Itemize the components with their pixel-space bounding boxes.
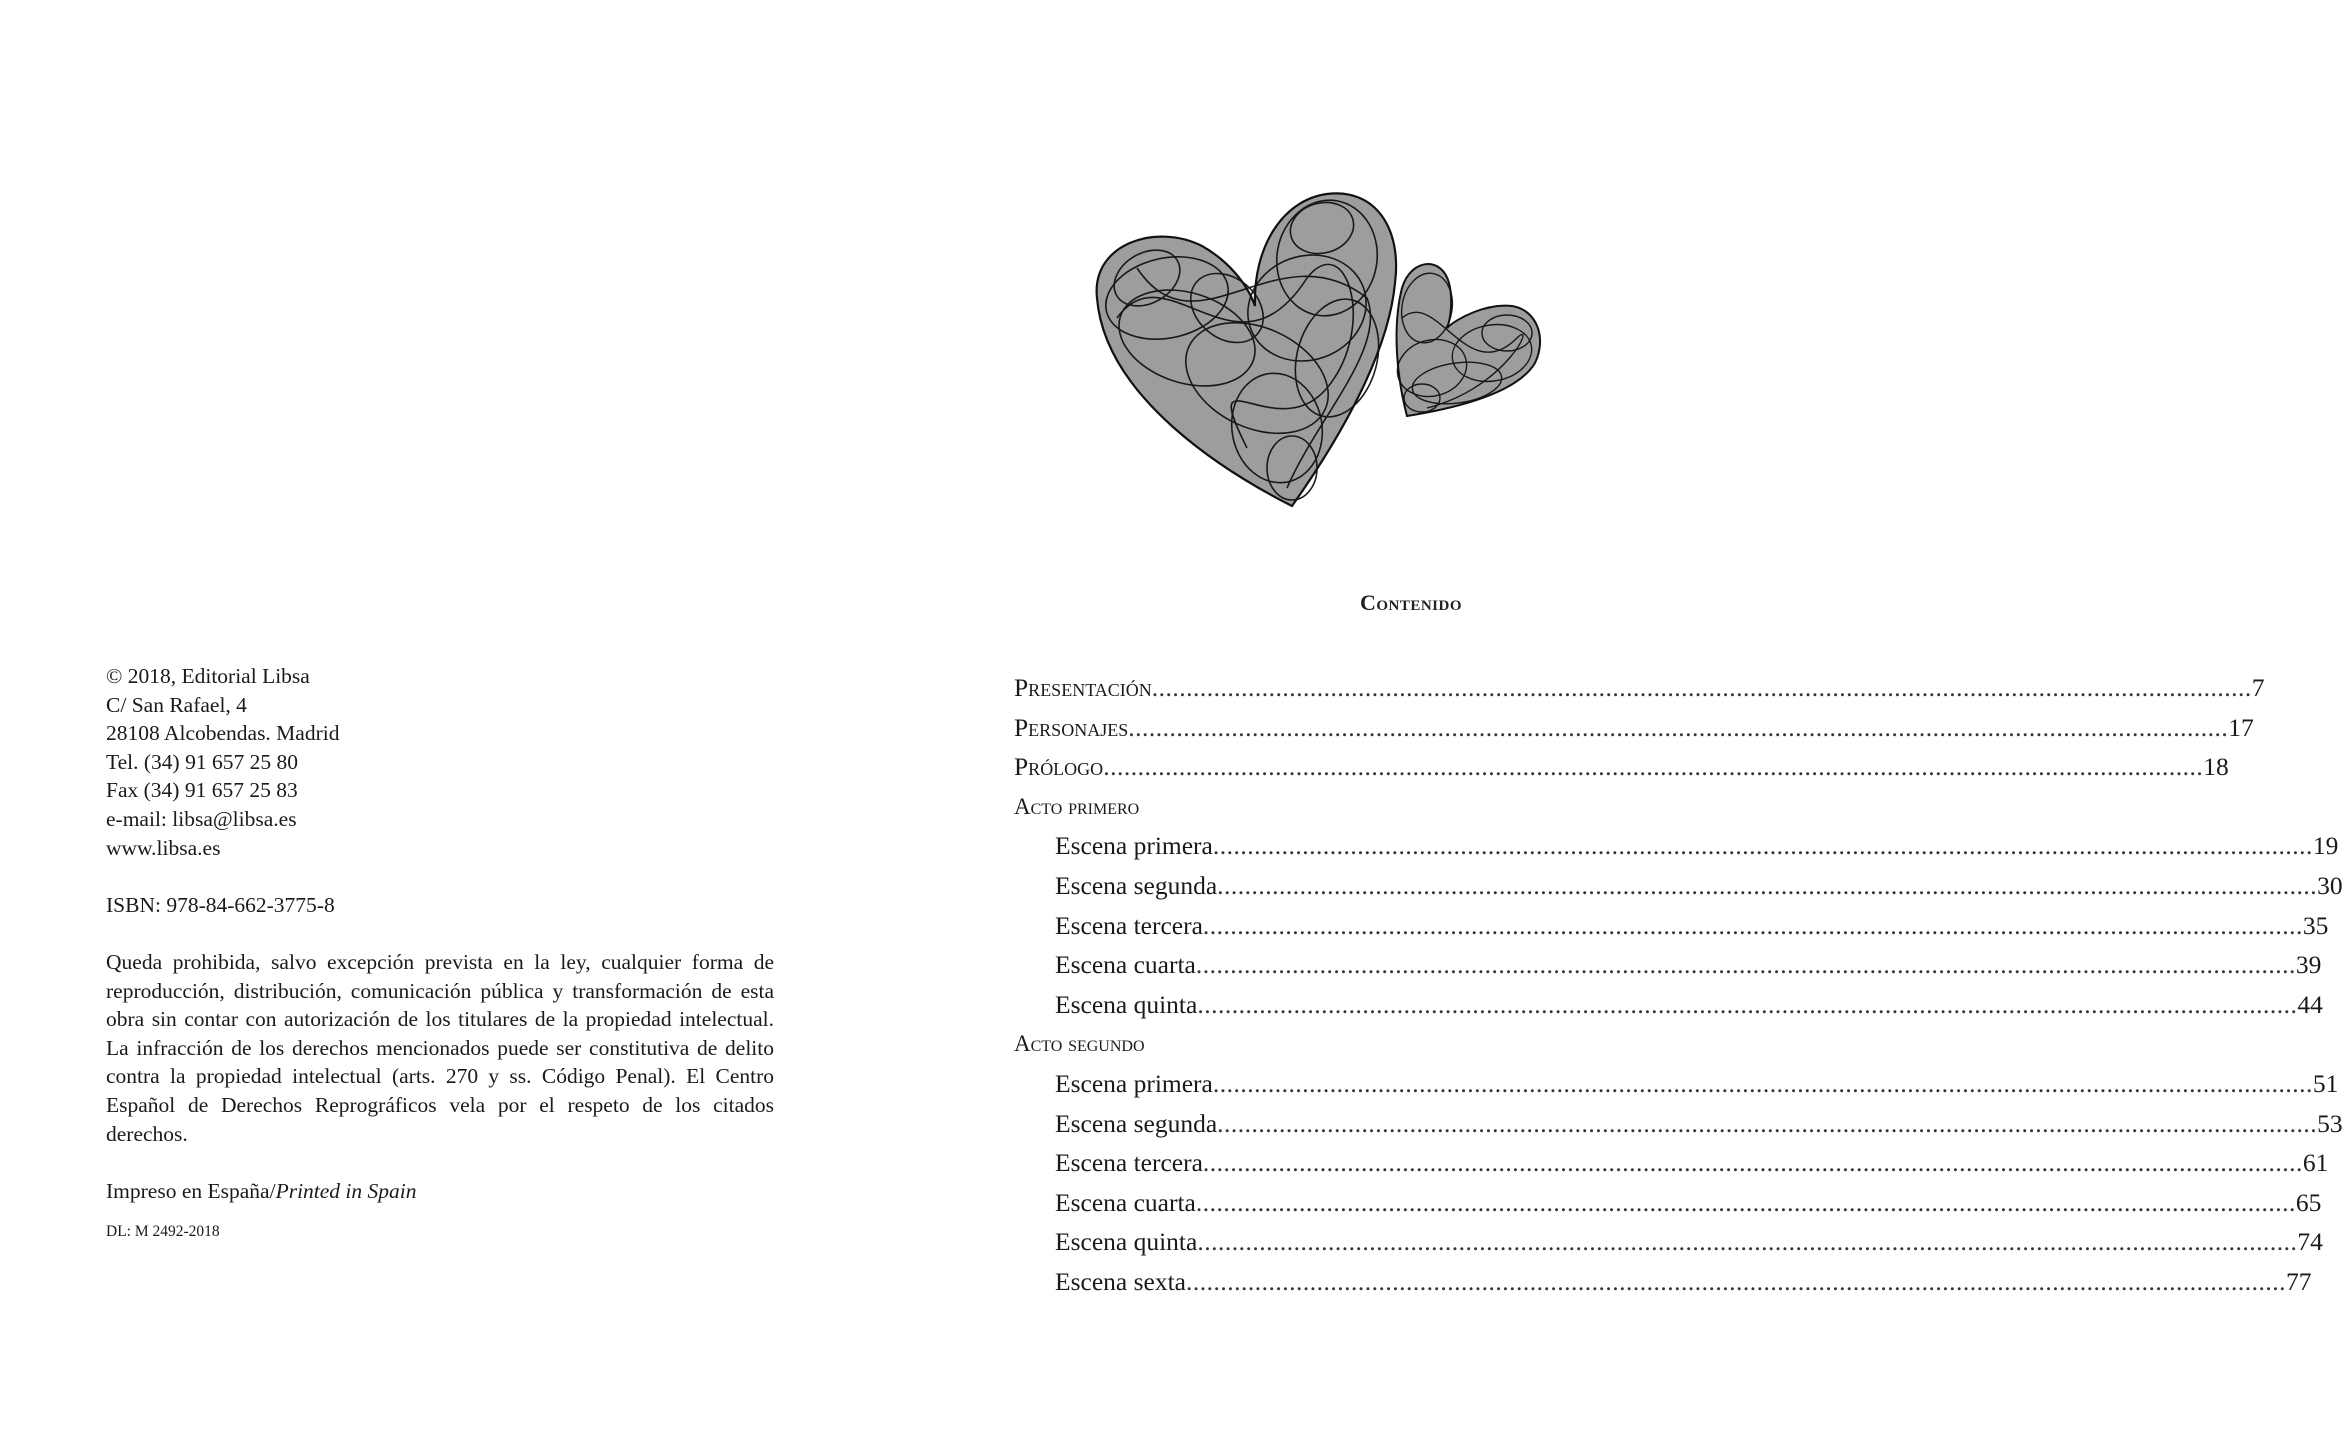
toc-entry-label: Escena cuarta: [1055, 950, 1196, 980]
dot-leader: ................................................................................................................................................................: [1202, 1148, 2303, 1178]
dot-leader: ................................................................................................................................................................: [1217, 1108, 2318, 1138]
toc-entry[interactable]: [1014, 906, 2329, 946]
toc-entry-label: Escena sexta: [1055, 1266, 1186, 1296]
toc-entry[interactable]: [1014, 668, 2265, 708]
publisher-line: Fax (34) 91 657 25 83: [106, 778, 298, 803]
dot-leader: ................................................................................................................................................................: [1103, 752, 2204, 782]
contents-page: [886, 0, 2343, 1450]
toc-entry-page: 39: [2295, 950, 2322, 980]
toc-entry-label: Personajes: [1014, 712, 1129, 742]
toc-entry-page: 74: [2297, 1227, 2323, 1257]
toc-entry-label: Escena segunda: [1055, 870, 1218, 900]
toc-entry[interactable]: [1014, 1222, 2323, 1262]
toc-entry-label: Presentación: [1014, 673, 1152, 702]
publisher-info: [106, 662, 774, 862]
dot-leader: ................................................................................................................................................................: [1185, 1266, 2286, 1296]
toc-entry-page: 30: [2317, 870, 2343, 900]
toc-entry-page: 19: [2312, 831, 2339, 861]
toc-entry[interactable]: [1014, 1064, 2339, 1104]
dot-leader: ................................................................................................................................................................: [1195, 950, 2296, 980]
toc-entry-label: Escena cuarta: [1055, 1187, 1196, 1217]
toc-entry-label: Escena tercera: [1055, 910, 1203, 940]
dot-leader: ................................................................................................................................................................: [1202, 910, 2303, 940]
dot-leader: ................................................................................................................................................................: [1197, 989, 2298, 1019]
toc-entry-label: Escena primera: [1055, 1068, 1213, 1098]
publisher-line: Tel. (34) 91 657 25 80: [106, 749, 298, 774]
copyright-page: [0, 0, 886, 1450]
small-heart-icon: [1391, 264, 1540, 416]
dot-leader: ................................................................................................................................................................: [1212, 831, 2313, 861]
toc-entry-page: 44: [2297, 989, 2323, 1019]
toc-entry-page: 7: [2251, 673, 2265, 702]
toc-entry-page: 77: [2285, 1266, 2312, 1296]
credits-block: [106, 662, 774, 1243]
toc-entry[interactable]: [1014, 1104, 2343, 1144]
dot-leader: ................................................................................................................................................................: [1151, 673, 2252, 702]
dot-leader: ................................................................................................................................................................: [1197, 1227, 2298, 1257]
toc-act-heading: Acto segundo: [1014, 1031, 1145, 1057]
printed-in: [106, 1177, 774, 1206]
table-of-contents: [1014, 668, 2343, 1302]
toc-entry-page: 18: [2203, 752, 2229, 782]
isbn: ISBN: 978-84-662-3775-8: [106, 892, 335, 917]
toc-entry-page: 17: [2228, 712, 2254, 742]
dot-leader: ................................................................................................................................................................: [1212, 1068, 2313, 1098]
printed-prefix: Impreso en España/: [106, 1178, 276, 1203]
publisher-line: © 2018, Editorial Libsa: [106, 664, 310, 688]
printed-italic: Printed in Spain: [275, 1178, 417, 1203]
toc-entry-page: 51: [2312, 1068, 2339, 1098]
toc-act-heading: Acto primero: [1014, 793, 1140, 819]
toc-entry[interactable]: [1014, 1262, 2312, 1302]
publisher-line: www.libsa.es: [106, 835, 221, 860]
toc-entry-page: 61: [2302, 1148, 2329, 1178]
toc-entry[interactable]: [1014, 945, 2322, 985]
scribbled-hearts-illustration: [1077, 188, 1511, 518]
large-heart-icon: [1097, 192, 1396, 506]
toc-entry-page: 35: [2302, 910, 2329, 940]
toc-entry[interactable]: [1014, 747, 2229, 787]
toc-entry-label: Prólogo: [1014, 752, 1104, 782]
contents-title: Contenido: [1359, 590, 1463, 615]
toc-entry[interactable]: [1014, 1143, 2329, 1183]
toc-entry-label: Escena primera: [1055, 831, 1213, 861]
toc-entry[interactable]: [1014, 1183, 2322, 1223]
publisher-line: C/ San Rafael, 4: [106, 692, 247, 717]
dot-leader: ................................................................................................................................................................: [1128, 712, 2229, 742]
legal-notice: Queda prohibida, salvo excepción prevista en la ley, cualquier forma de reproducción, distribución, comunicación pública y transformación de esta obra sin contar con autorización de los titulares de la propiedad intelectual. La infracción de los derechos mencionados puede ser constitutiva de delito contra la propiedad intelectual (arts. 270 y ss. Código Penal). El Centro Español de Derechos Reprográficos vela por el respeto de los citados derechos.: [106, 949, 774, 1146]
toc-entry[interactable]: [1014, 826, 2339, 866]
dot-leader: ................................................................................................................................................................: [1217, 870, 2318, 900]
toc-entry[interactable]: [1014, 985, 2323, 1025]
legal-deposit: DL: M 2492-2018: [106, 1223, 220, 1241]
toc-entry-label: Escena quinta: [1055, 1227, 1198, 1257]
dot-leader: ................................................................................................................................................................: [1195, 1187, 2296, 1217]
toc-entry-label: Escena quinta: [1055, 989, 1198, 1019]
publisher-line: 28108 Alcobendas. Madrid: [106, 721, 340, 746]
toc-entry-label: Escena segunda: [1055, 1108, 1218, 1138]
publisher-line: e-mail: libsa@libsa.es: [106, 806, 297, 831]
toc-entry[interactable]: [1014, 866, 2343, 906]
toc-entry[interactable]: [1014, 708, 2254, 748]
toc-entry-label: Escena tercera: [1055, 1148, 1203, 1178]
toc-entry-page: 53: [2317, 1108, 2343, 1138]
toc-entry-page: 65: [2295, 1187, 2322, 1217]
